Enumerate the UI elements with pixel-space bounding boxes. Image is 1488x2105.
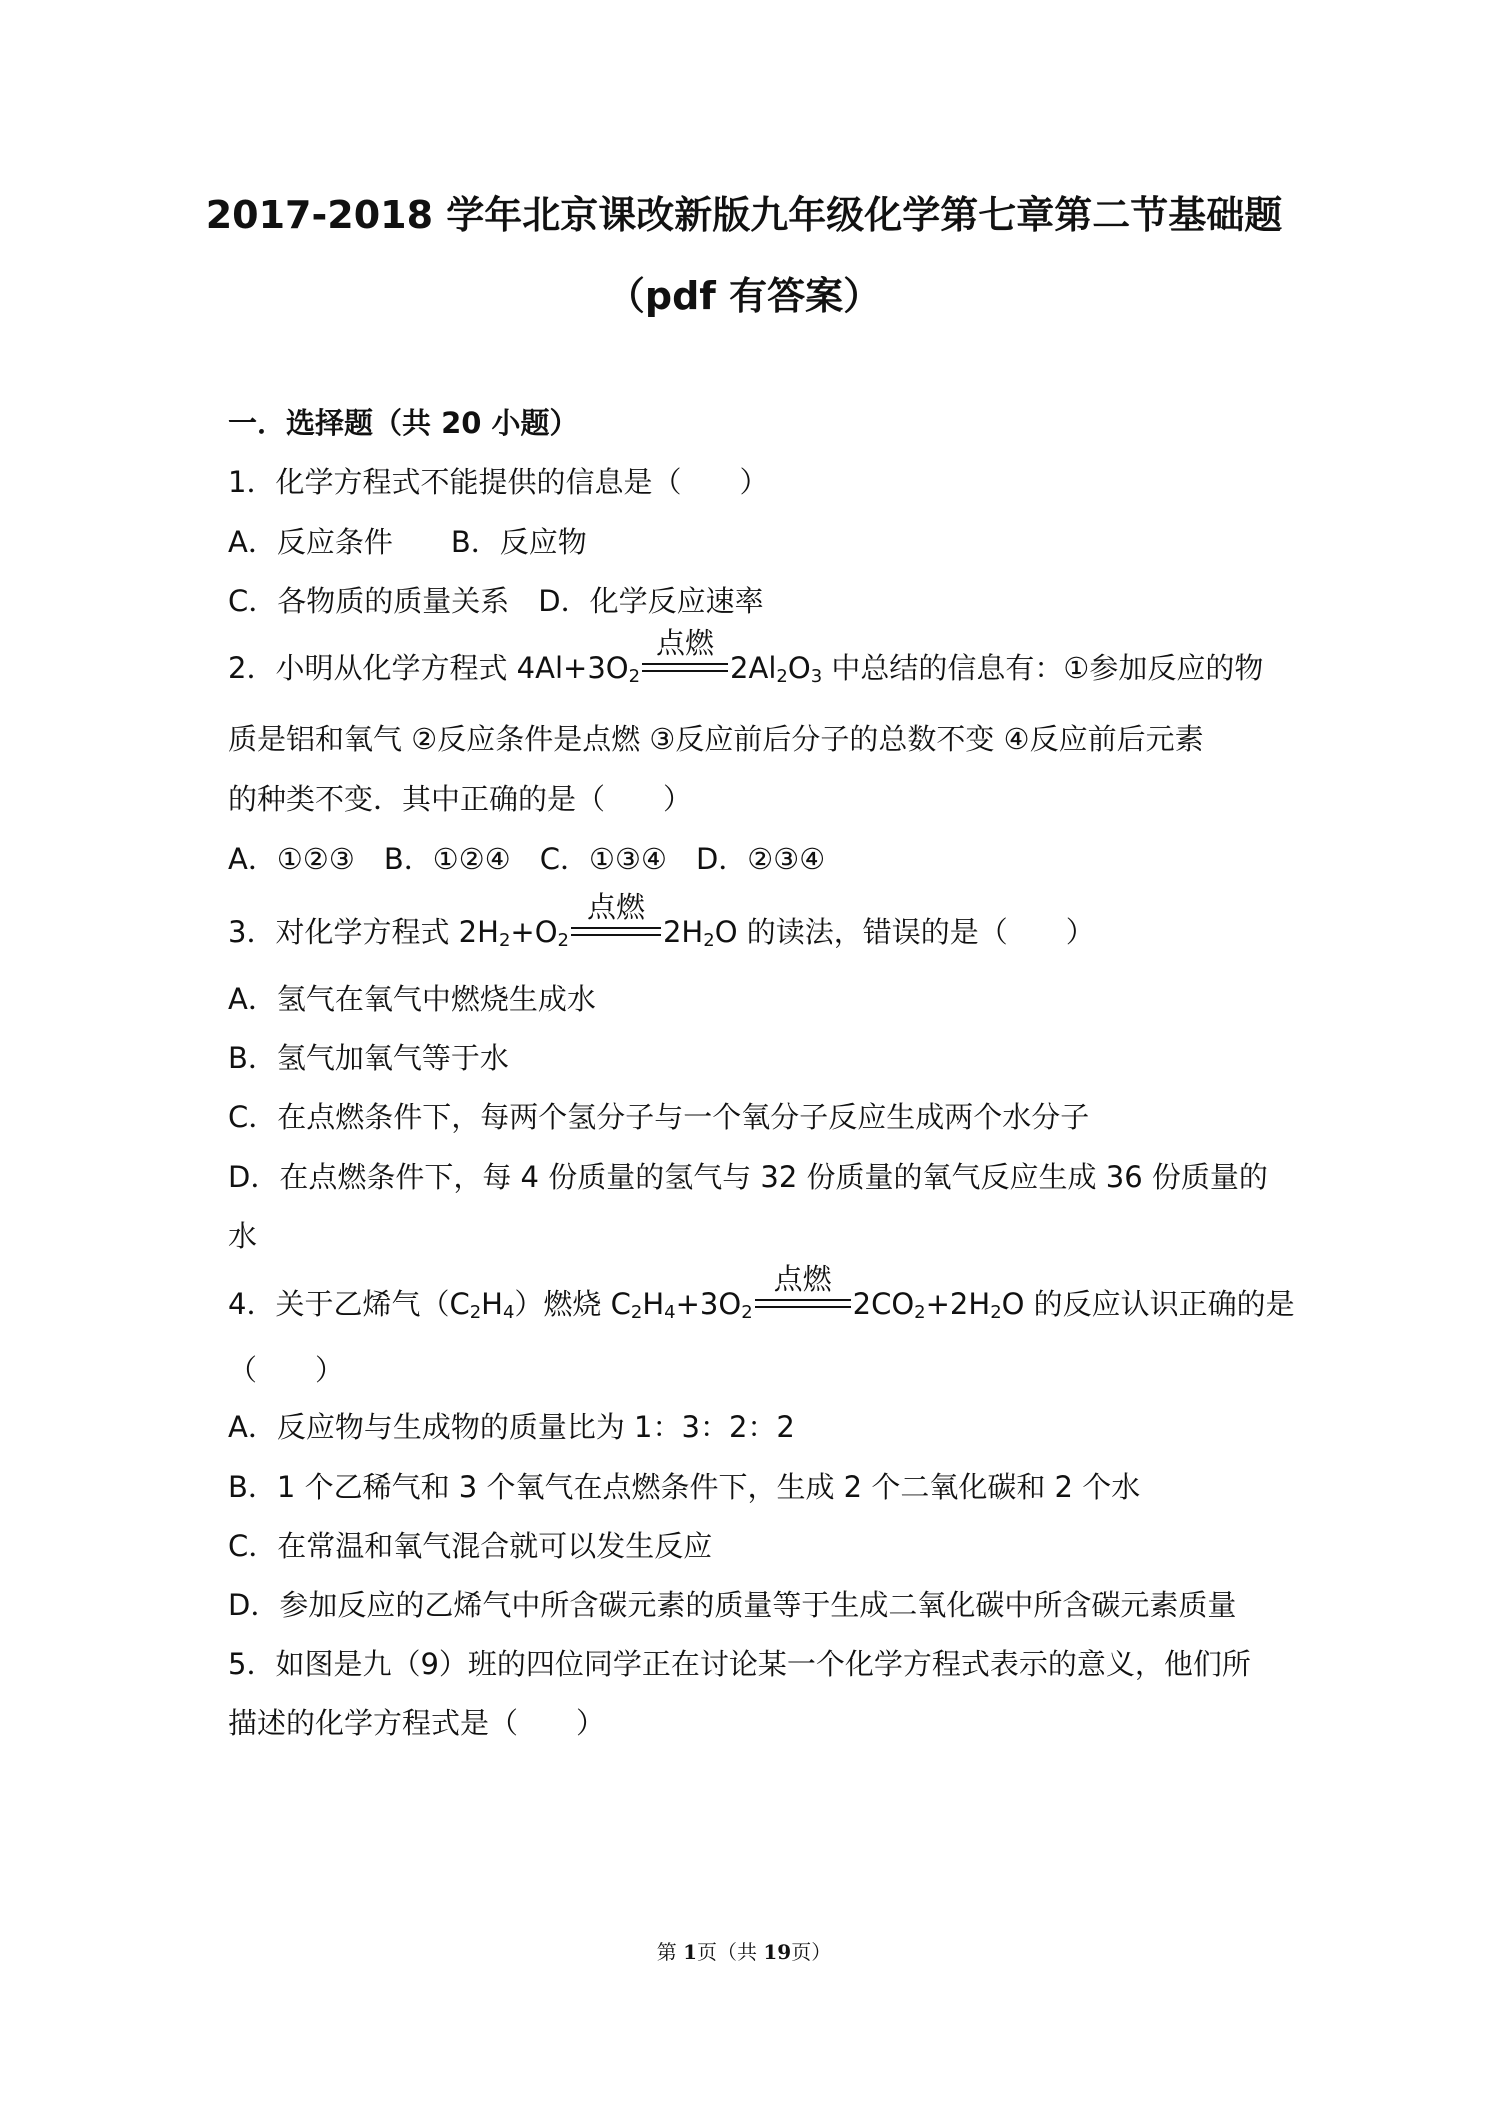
q2-subscript: 3 <box>810 666 823 687</box>
double-equals-icon <box>755 1299 851 1308</box>
q1-options-line-1: A．反应条件 B．反应物 <box>228 525 587 559</box>
q2-product: 2Al <box>730 651 777 685</box>
q3-reactant: +O <box>510 915 558 949</box>
footer-prefix: 第 <box>656 1940 684 1964</box>
q3-option-c: C．在点燃条件下，每两个氢分子与一个氧分子反应生成两个水分子 <box>228 1100 1090 1134</box>
q3-subscript: 2 <box>557 930 569 951</box>
q2-options: A．①②③ B．①②④ C．①③④ D．②③④ <box>228 842 826 876</box>
q4-option-c: C．在常温和氧气混合就可以发生反应 <box>228 1529 713 1563</box>
footer-middle: 页（共 <box>697 1940 764 1964</box>
q2-stem-line-3: 的种类不变．其中正确的是（ ） <box>228 782 693 816</box>
q5-stem-line-2: 描述的化学方程式是（ ） <box>228 1706 606 1740</box>
q3-condition-label: 点燃 <box>586 890 645 924</box>
q4-equation <box>610 1262 1025 1323</box>
q2-suffix: 中总结的信息有：①参加反应的物 <box>822 651 1264 685</box>
q4-option-b: B．1 个乙稀气和 3 个氧气在点燃条件下，生成 2 个二氧化碳和 2 个水 <box>228 1470 1141 1504</box>
q3-suffix: 的读法，错误的是（ ） <box>737 915 1095 949</box>
q3-option-b: B．氢气加氧气等于水 <box>228 1041 509 1075</box>
q3-stem <box>228 890 1095 951</box>
q4-subscript: 2 <box>469 1302 482 1323</box>
q4-option-d: D．参加反应的乙烯气中所含碳元素的质量等于生成二氧化碳中所含碳元素质量 <box>228 1588 1237 1622</box>
q4-subscript: 2 <box>741 1302 753 1323</box>
q4-product-part: O <box>1001 1287 1025 1321</box>
q2-stem-line-2: 质是铝和氧气 ②反应条件是点燃 ③反应前后分子的总数不变 ④反应前后元素 <box>228 722 1204 756</box>
q3-subscript: 2 <box>703 930 715 951</box>
q3-product: 2H <box>662 915 704 949</box>
q3-reaction-condition <box>571 890 661 942</box>
q4-subscript: 2 <box>630 1302 643 1323</box>
page-footer <box>0 1936 1488 1965</box>
total-pages: 19 <box>763 1940 792 1964</box>
q2-subscript: 2 <box>628 666 641 687</box>
q4-stem-line-1 <box>228 1262 1295 1323</box>
q3-subscript: 2 <box>498 930 511 951</box>
double-equals-icon <box>571 927 661 936</box>
page-number: 1 <box>683 1940 698 1964</box>
q3-prefix: 3．对化学方程式 <box>228 915 459 949</box>
q2-product-part: O <box>787 651 811 685</box>
q3-option-d-line-2: 水 <box>228 1219 258 1253</box>
q4-product: 2CO <box>852 1287 915 1321</box>
q4-stem-line-2: （ ） <box>228 1353 345 1387</box>
q3-option-d-line-1: D．在点燃条件下，每 4 份质量的氢气与 32 份质量的氧气反应生成 36 份质量的 <box>228 1160 1268 1194</box>
q4-suffix: 的反应认识正确的是 <box>1024 1287 1295 1321</box>
q4-formula-close: ）燃烧 <box>514 1287 611 1321</box>
q2-stem-line-1 <box>228 626 1264 687</box>
q4-option-a: A．反应物与生成物的质量比为 1：3：2：2 <box>228 1410 795 1444</box>
q2-equation <box>516 626 823 687</box>
q3-option-a: A．氢气在氧气中燃烧生成水 <box>228 982 596 1016</box>
q2-condition-label: 点燃 <box>656 626 715 660</box>
q4-formula-part: H <box>481 1287 503 1321</box>
document-title-line-1: 2017-2018 学年北京课改新版九年级化学第七章第二节基础题 <box>205 193 1283 237</box>
q4-subscript: 4 <box>502 1302 515 1323</box>
q5-stem-line-1: 5．如图是九（9）班的四位同学正在讨论某一个化学方程式表示的意义，他们所 <box>228 1647 1251 1681</box>
document-title-line-2: （pdf 有答案） <box>606 274 882 318</box>
q4-reactant: C <box>610 1287 631 1321</box>
double-equals-icon <box>642 663 728 672</box>
q4-subscript: 2 <box>914 1302 926 1323</box>
footer-suffix: 页） <box>791 1940 832 1964</box>
q3-product-part: O <box>714 915 738 949</box>
q3-equation <box>458 890 738 951</box>
q4-subscript: 2 <box>990 1302 1002 1323</box>
q4-reaction-condition <box>755 1262 851 1314</box>
q4-condition-label: 点燃 <box>773 1262 832 1296</box>
section-heading: 一．选择题（共 20 小题） <box>228 406 579 440</box>
q4-reactant: H <box>642 1287 665 1321</box>
q2-subscript: 2 <box>776 666 788 687</box>
q2-reactants: 4Al+3O <box>516 651 629 685</box>
q4-prefix: 4．关于乙烯气（C <box>228 1287 470 1321</box>
q3-reactant: 2H <box>458 915 499 949</box>
q4-subscript: 4 <box>664 1302 676 1323</box>
q2-reaction-condition <box>642 626 728 678</box>
q4-reactant: +3O <box>675 1287 742 1321</box>
q4-product: +2H <box>925 1287 991 1321</box>
q1-options-line-2: C．各物质的质量关系 D．化学反应速率 <box>228 584 764 618</box>
q2-prefix: 2．小明从化学方程式 <box>228 651 517 685</box>
q1-stem: 1．化学方程式不能提供的信息是（ ） <box>228 465 769 499</box>
